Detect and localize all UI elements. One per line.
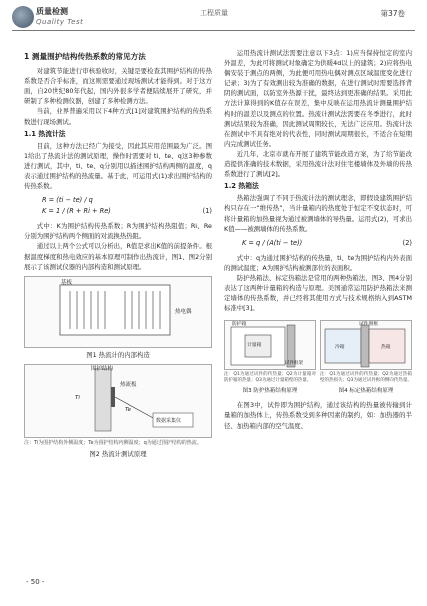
- figure-2: [24, 364, 212, 438]
- fig2-label-ti: Ti: [75, 394, 80, 401]
- paragraph: 热箱法强调了不同于热流计法的测试理念，即假设建筑围护结构只存在一“维传热”，当计量箱内的热度处于恒定不变状态时，可将计量箱的加热量视为通过被测墙体的导热量。运用式(2)，可求出K值——被测墙体的传热系数。: [224, 194, 412, 233]
- paragraph: 式中：K为围护结构传热系数；R为围护结构热阻值；Ri、Re分别为围护结构两个侧面的对流换热热阻。: [24, 222, 212, 241]
- paragraph: 目前，这种方法已经广为接受，因此其应用范围最为广泛。图1给出了热流计法的测试原理，操作时需要对 ti、te、q这3种参数进行测试，其中，ti、te、q分别用以描述围护结构两侧的温度，q表示通过围护结构的热流量。基于此，可运用式(1)求出围护结构的传热系数。: [24, 141, 212, 191]
- fig4-label-surround: 试件围框: [359, 322, 379, 328]
- formula-2: [242, 238, 412, 249]
- fig3-label-specimen: 试件框架: [285, 361, 303, 367]
- figure-row: [224, 316, 412, 400]
- subsection-title: 1.1 热流计法: [24, 129, 66, 138]
- fig4-label-hot: 热箱: [381, 345, 391, 351]
- surround-panel: [361, 325, 369, 367]
- figure-1-caption: 图1 热流计的内部构造: [86, 350, 150, 359]
- formula-line: R = (ti − te) / q: [42, 196, 93, 205]
- equation-number: (1): [202, 207, 212, 216]
- figure-2-note: 注：Ti为围护结构外侧温度；Te为围护结构内侧温度；q为通过围护结构的热流。: [24, 439, 202, 446]
- journal-logo-icon: [12, 6, 34, 28]
- fig2-label-recorder: 数据采集仪: [156, 417, 182, 424]
- fig2-label-heatflux: 热流板: [120, 381, 137, 388]
- figure-3-wrap: [224, 316, 316, 400]
- fig2-label-te: Te: [125, 406, 132, 413]
- header-rule: [12, 30, 415, 31]
- section-title: 1 测量围护结构传热系数的常见方法: [24, 52, 146, 61]
- volume-label: 第37卷: [380, 9, 405, 18]
- fig1-label-substrate: 基板: [61, 279, 73, 286]
- wall-section: [95, 369, 111, 431]
- paragraph: 对建筑节能进行审核验收时，关键是要检查其围护结构的传热系数是否合乎标准，而这则需要通过现场测试才能得到。对于这方面，自20世纪80年代起，国内外很多学者便陆续展开了研究，并研制了多种检测仪器，创建了多种检测方法。: [24, 67, 212, 106]
- heat-flux-plate: [111, 387, 115, 407]
- figure-4-caption: 图4 标定热箱结构原理: [338, 388, 394, 395]
- figure-2-caption: 图2 热流计测试原理: [89, 449, 147, 458]
- paragraph: 运用热流计测试法需要注意以下3点：1)应当保持恒定的室内外温差，为此可将测试对象确定为供暖4d以上的建筑；2)应将热电偶安装于测点的两侧，为此便可用热电偶对测点区域温度变化进行记录；3)为了有效测出较为准确的数据，在进行测试时需要选择背阴的测试面，以防室外热源干扰，最终达到更准确的结果。采用此方法计算得到的K值存在误差，集中反映在运用热流计测量围护结构时的温差以及测点的位置。热流计测试法需要在冬季进行，此时测试结果较为准确，因此测试周期较长，无法广泛应用。热流计法在测试中不具有绝对的代表性，同时测试周期很长，不适合在短期内完成测试任务。: [224, 49, 412, 148]
- fig1-label-thermocouple: 热电偶: [175, 308, 192, 315]
- figure-2-drawing: [25, 365, 211, 437]
- formula-line: K = q / (A(ti − te)): [242, 238, 303, 247]
- page-header: [0, 0, 427, 36]
- figure-4-note: 注：Q1为通过试件的传热量；Q2为通过热箱壁的热损失；Q3为通过试件框的侧向传热量。: [320, 372, 412, 384]
- substrate-plate: [60, 285, 170, 335]
- fig3-label-meter: 计量箱: [247, 343, 262, 349]
- page-number: - 50 -: [26, 578, 45, 586]
- figure-4: [320, 320, 412, 370]
- paragraph: 防护热箱法、标定热箱法是常用的两种热箱法，图3、图4分别表达了这两种计量箱的构造与原理。美国通常运用防护热箱法来测定墙体的传热系数，并已经将其使用方式与技术规格纳入到ASTM标准中[3]。: [224, 273, 412, 313]
- paragraph: 当前，业界普遍采用以下4种方式[1]对建筑围护结构的传热系数进行现场测试。: [24, 107, 212, 126]
- signal-wire: [115, 397, 155, 419]
- left-column: [24, 48, 212, 463]
- paragraph: 近几年，北京市就布开展了建筑节能改造方案，为了给节能改造提供准确的技术数据，采用热流计法对住宅楼墙体及外墙的传热系数进行了测试[2]。: [224, 149, 412, 179]
- figure-3: [224, 320, 316, 370]
- formula-line: K = 1 / (R + Ri + Re): [42, 207, 111, 216]
- paragraph: 在图3中，试件即为围护结构，通过该结构的热量被传输到计量箱的加热体上，传热系数受到多种因素的制约，如：加热器的半径、加热箱内部的空气温度、: [224, 401, 412, 430]
- header-center-title: 工程质量: [200, 9, 228, 17]
- paragraph: 通过以上两个公式可以分析出，R值是求出K值的前提条件。根据温度梯度和热电效应的基本原理可制作出热流计，图1、图2分别展示了该测试仪器的内部构造和测试原理。: [24, 242, 212, 271]
- fig2-label-wall: 围护结构: [91, 365, 114, 372]
- fig4-label-cold: 冷箱: [335, 345, 345, 351]
- subsection-title: 1.2 热箱法: [224, 182, 259, 191]
- figure-1: [24, 276, 212, 348]
- fig3-label-guard: 防护箱: [232, 322, 247, 328]
- formula-1: [42, 195, 212, 217]
- equation-number: (2): [402, 238, 412, 247]
- right-column: [224, 48, 412, 431]
- figure-4-wrap: [320, 316, 412, 400]
- figure-3-caption: 图3 防护热箱结构原理: [242, 388, 298, 395]
- journal-name-en: Quality Test: [36, 18, 84, 26]
- paragraph: 式中：q为通过围护结构的传热量，ti、te为围护结构内外表面的测试温度；A为围护结构被测部位的表面积。: [224, 253, 412, 272]
- journal-name: 质量检测: [36, 7, 68, 16]
- figure-3-note: 注：Q1为通过试件的传热量；Q2为计量箱对防护箱的热量；Q3为通过计量箱壁的热量。: [224, 372, 316, 384]
